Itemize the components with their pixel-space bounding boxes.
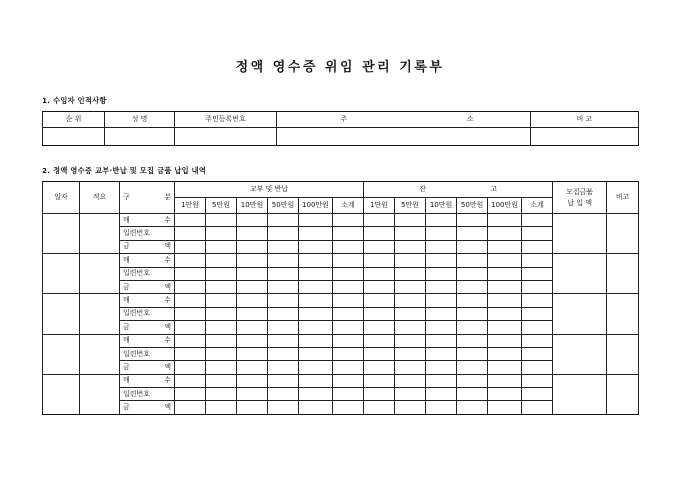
ledger-cell[interactable] [237,347,268,360]
cell-date[interactable] [43,374,80,414]
ledger-cell[interactable] [206,321,237,334]
cell-note[interactable] [607,374,639,414]
ledger-cell[interactable] [268,374,299,387]
ledger-cell[interactable] [457,334,488,347]
ledger-row [43,307,639,320]
ledger-cell[interactable] [299,374,333,387]
denom-balance-1: 5만원 [395,198,426,214]
ledger-cell[interactable] [488,240,522,253]
row-label: 매 수 [120,254,175,267]
ledger-cell[interactable] [488,347,522,360]
row-label: 매 수 [120,334,175,347]
ledger-row [43,347,639,360]
ledger-cell[interactable] [457,254,488,267]
ledger-cell[interactable] [426,388,457,401]
ledger-cell[interactable] [333,374,364,387]
col-collected-amount-top: 모집금품 [566,188,594,196]
ledger-cell[interactable] [206,374,237,387]
ledger-cell[interactable] [206,240,237,253]
ledger-cell[interactable] [237,227,268,240]
ledger-row [43,280,639,293]
ledger-cell[interactable] [206,227,237,240]
ledger-cell[interactable] [395,267,426,280]
ledger-cell[interactable] [333,401,364,414]
ledger-cell[interactable] [364,294,395,307]
ledger-cell[interactable] [364,280,395,293]
ledger-row [43,227,639,240]
row-label: 일련번호 [120,347,175,360]
ledger-cell[interactable] [426,214,457,227]
ledger-cell[interactable] [522,227,553,240]
ledger-cell[interactable] [488,374,522,387]
group-balance [364,182,553,198]
cell-note[interactable] [607,254,639,294]
ledger-cell[interactable] [333,334,364,347]
ledger-cell[interactable] [175,254,206,267]
cell-summary[interactable] [80,214,120,254]
ledger-cell[interactable] [206,347,237,360]
ledger-cell[interactable] [268,401,299,414]
ledger-cell[interactable] [457,374,488,387]
ledger-cell[interactable] [426,254,457,267]
ledger-cell[interactable] [175,307,206,320]
ledger-cell[interactable] [268,321,299,334]
ledger-cell[interactable] [333,307,364,320]
col-summary: 적요 [80,182,120,214]
ledger-cell[interactable] [268,214,299,227]
ledger-cell[interactable] [268,254,299,267]
denom-issue-2: 10만원 [237,198,268,214]
ledger-cell[interactable] [268,294,299,307]
row-label: 금 액 [120,280,175,293]
ledger-cell[interactable] [426,321,457,334]
ledger-cell[interactable] [175,240,206,253]
ledger-cell[interactable] [175,267,206,280]
ledger-cell[interactable] [522,388,553,401]
ledger-cell[interactable] [268,334,299,347]
ledger-cell[interactable] [175,401,206,414]
denom-balance-3: 50만원 [457,198,488,214]
ledger-cell[interactable] [268,267,299,280]
ledger-row [43,240,639,253]
ledger-cell[interactable] [206,267,237,280]
ledger-cell[interactable] [522,347,553,360]
ledger-cell[interactable] [426,240,457,253]
ledger-cell[interactable] [364,214,395,227]
denom-balance-0: 1만원 [364,198,395,214]
denom-balance-5: 소계 [522,198,553,214]
ledger-cell[interactable] [333,280,364,293]
ledger-cell[interactable] [206,334,237,347]
ledger-cell[interactable] [457,240,488,253]
cell-summary[interactable] [80,374,120,414]
ledger-cell[interactable] [457,267,488,280]
ledger-cell[interactable] [206,388,237,401]
ledger-cell[interactable] [488,227,522,240]
ledger-cell[interactable] [206,361,237,374]
ledger-cell[interactable] [522,280,553,293]
col-note: 비고 [607,182,639,214]
ledger-cell[interactable] [237,267,268,280]
ledger-cell[interactable] [175,321,206,334]
ledger-cell[interactable] [522,361,553,374]
row-label: 금 액 [120,401,175,414]
ledger-cell[interactable] [175,214,206,227]
ledger-cell[interactable] [522,267,553,280]
ledger-cell[interactable] [457,214,488,227]
ledger-cell[interactable] [522,321,553,334]
denom-issue-1: 5만원 [206,198,237,214]
row-label: 매 수 [120,374,175,387]
ledger-cell[interactable] [175,374,206,387]
ledger-cell[interactable] [333,254,364,267]
ledger-cell[interactable] [426,267,457,280]
ledger-row [43,254,639,267]
cell-collected-amount[interactable] [553,374,607,414]
cell-summary[interactable] [80,254,120,294]
group-balance-left: 잔 [419,185,426,193]
page-title: 정액 영수증 위임 관리 기록부 [235,60,445,75]
ledger-cell[interactable] [522,401,553,414]
ledger-cell[interactable] [299,267,333,280]
ledger-cell[interactable] [175,334,206,347]
ledger-cell[interactable] [206,307,237,320]
section2-heading: 2. 정액 영수증 교부·반납 및 모집 금품 납입 내역 [42,166,207,175]
ledger-cell[interactable] [395,294,426,307]
ledger-cell[interactable] [364,401,395,414]
ledger-cell[interactable] [299,401,333,414]
ledger-cell[interactable] [237,374,268,387]
ledger-cell[interactable] [268,347,299,360]
cell-remarks[interactable] [531,128,639,146]
ledger-cell[interactable] [299,280,333,293]
ledger-row [43,374,639,387]
col-collected-amount [553,182,607,214]
ledger-cell[interactable] [268,307,299,320]
recipient-info-table [42,111,639,146]
ledger-cell[interactable] [395,280,426,293]
ledger-cell[interactable] [175,227,206,240]
ledger-cell[interactable] [457,280,488,293]
ledger-cell[interactable] [364,227,395,240]
receipt-ledger-table [42,181,639,415]
col-remarks: 비 고 [531,112,639,128]
ledger-cell[interactable] [299,227,333,240]
ledger-cell[interactable] [426,294,457,307]
ledger-cell[interactable] [299,254,333,267]
ledger-cell[interactable] [299,307,333,320]
col-name: 성 명 [105,112,175,128]
ledger-cell[interactable] [457,227,488,240]
ledger-cell[interactable] [522,307,553,320]
ledger-cell[interactable] [522,294,553,307]
ledger-cell[interactable] [364,374,395,387]
ledger-cell[interactable] [268,280,299,293]
ledger-row [43,321,639,334]
ledger-cell[interactable] [395,307,426,320]
ledger-cell[interactable] [364,361,395,374]
ledger-cell[interactable] [488,334,522,347]
ledger-cell[interactable] [299,388,333,401]
ledger-row [43,361,639,374]
ledger-cell[interactable] [426,280,457,293]
ledger-cell[interactable] [488,267,522,280]
ledger-cell[interactable] [364,267,395,280]
ledger-cell[interactable] [237,401,268,414]
ledger-cell[interactable] [395,388,426,401]
ledger-cell[interactable] [364,334,395,347]
ledger-cell[interactable] [395,401,426,414]
ledger-cell[interactable] [426,401,457,414]
ledger-cell[interactable] [333,294,364,307]
ledger-cell[interactable] [488,294,522,307]
ledger-cell[interactable] [488,254,522,267]
col-rank: 순 위 [43,112,105,128]
ledger-cell[interactable] [333,388,364,401]
ledger-cell[interactable] [333,240,364,253]
ledger-cell[interactable] [457,347,488,360]
ledger-cell[interactable] [395,254,426,267]
row-label: 일련번호 [120,388,175,401]
cell-id-number[interactable] [175,128,277,146]
ledger-row [43,334,639,347]
ledger-cell[interactable] [299,214,333,227]
ledger-cell[interactable] [522,214,553,227]
section1-heading: 1. 수임자 인적사항 [42,96,107,105]
ledger-cell[interactable] [395,374,426,387]
ledger-cell[interactable] [237,321,268,334]
ledger-cell[interactable] [237,240,268,253]
cell-collected-amount[interactable] [553,294,607,334]
ledger-cell[interactable] [488,214,522,227]
ledger-cell[interactable] [395,240,426,253]
row-label: 일련번호 [120,227,175,240]
col-collected-amount-bottom: 납 입 액 [567,198,593,207]
cell-date[interactable] [43,334,80,374]
ledger-cell[interactable] [333,214,364,227]
row-label: 매 수 [120,294,175,307]
ledger-cell[interactable] [522,254,553,267]
cell-date[interactable] [43,294,80,334]
ledger-cell[interactable] [175,280,206,293]
row-label: 금 액 [120,321,175,334]
ledger-cell[interactable] [175,294,206,307]
ledger-cell[interactable] [488,307,522,320]
ledger-cell[interactable] [522,334,553,347]
ledger-cell[interactable] [395,334,426,347]
ledger-cell[interactable] [299,321,333,334]
ledger-cell[interactable] [268,361,299,374]
group-issue-return: 교부 및 반납 [175,182,364,198]
col-address-1: 주 [277,112,411,128]
ledger-cell[interactable] [206,294,237,307]
ledger-cell[interactable] [426,374,457,387]
ledger-cell[interactable] [395,321,426,334]
denom-issue-0: 1만원 [175,198,206,214]
ledger-cell[interactable] [237,254,268,267]
row-label: 일련번호 [120,267,175,280]
ledger-cell[interactable] [175,388,206,401]
ledger-cell[interactable] [268,227,299,240]
row-label: 금 액 [120,361,175,374]
ledger-cell[interactable] [364,321,395,334]
denom-issue-3: 50만원 [268,198,299,214]
row-label: 일련번호 [120,307,175,320]
ledger-row [43,214,639,227]
ledger-cell[interactable] [299,334,333,347]
ledger-cell[interactable] [237,280,268,293]
ledger-cell[interactable] [237,294,268,307]
cell-date[interactable] [43,214,80,254]
col-address-2: 소 [411,112,531,128]
ledger-cell[interactable] [426,347,457,360]
ledger-cell[interactable] [364,240,395,253]
cell-summary[interactable] [80,294,120,334]
ledger-cell[interactable] [333,267,364,280]
ledger-cell[interactable] [206,254,237,267]
ledger-cell[interactable] [364,254,395,267]
cell-summary[interactable] [80,334,120,374]
ledger-cell[interactable] [206,214,237,227]
ledger-cell[interactable] [426,227,457,240]
ledger-cell[interactable] [395,214,426,227]
cell-rank[interactable] [43,128,105,146]
ledger-cell[interactable] [237,307,268,320]
cell-collected-amount[interactable] [553,254,607,294]
cell-note[interactable] [607,214,639,254]
ledger-cell[interactable] [206,280,237,293]
col-id-number: 주민등록번호 [175,112,277,128]
ledger-cell[interactable] [457,321,488,334]
ledger-cell[interactable] [206,401,237,414]
ledger-cell[interactable] [333,361,364,374]
ledger-cell[interactable] [333,347,364,360]
ledger-cell[interactable] [457,388,488,401]
ledger-cell[interactable] [237,361,268,374]
ledger-cell[interactable] [364,388,395,401]
row-label: 금 액 [120,240,175,253]
ledger-cell[interactable] [426,361,457,374]
ledger-cell[interactable] [299,361,333,374]
ledger-cell[interactable] [395,361,426,374]
ledger-cell[interactable] [237,214,268,227]
ledger-cell[interactable] [457,361,488,374]
col-date: 일자 [43,182,80,214]
ledger-cell[interactable] [488,388,522,401]
ledger-cell[interactable] [488,401,522,414]
ledger-cell[interactable] [364,307,395,320]
ledger-cell[interactable] [364,347,395,360]
ledger-cell[interactable] [488,361,522,374]
ledger-row [43,401,639,414]
cell-note[interactable] [607,334,639,374]
ledger-cell[interactable] [268,388,299,401]
ledger-cell[interactable] [175,361,206,374]
ledger-cell[interactable] [426,307,457,320]
ledger-cell[interactable] [457,401,488,414]
ledger-cell[interactable] [457,307,488,320]
ledger-cell[interactable] [522,240,553,253]
ledger-cell[interactable] [299,240,333,253]
denom-issue-5: 소계 [333,198,364,214]
row-label: 매 수 [120,214,175,227]
cell-name[interactable] [105,128,175,146]
ledger-cell[interactable] [237,334,268,347]
denom-balance-4: 100만원 [488,198,522,214]
ledger-cell[interactable] [522,374,553,387]
ledger-cell[interactable] [488,321,522,334]
cell-note[interactable] [607,294,639,334]
ledger-cell[interactable] [395,227,426,240]
ledger-cell[interactable] [457,294,488,307]
col-category: 구 분 [120,182,175,214]
ledger-cell[interactable] [333,227,364,240]
denom-balance-2: 10만원 [426,198,457,214]
cell-date[interactable] [43,254,80,294]
ledger-row [43,267,639,280]
ledger-cell[interactable] [488,280,522,293]
ledger-row [43,388,639,401]
group-balance-right: 고 [490,185,498,193]
ledger-cell[interactable] [299,294,333,307]
cell-collected-amount[interactable] [553,334,607,374]
cell-address[interactable] [277,128,531,146]
cell-collected-amount[interactable] [553,214,607,254]
ledger-cell[interactable] [299,347,333,360]
ledger-cell[interactable] [426,334,457,347]
ledger-row [43,294,639,307]
ledger-cell[interactable] [237,388,268,401]
ledger-cell[interactable] [175,347,206,360]
ledger-cell[interactable] [333,321,364,334]
ledger-cell[interactable] [395,347,426,360]
denom-issue-4: 100만원 [299,198,333,214]
ledger-cell[interactable] [268,240,299,253]
